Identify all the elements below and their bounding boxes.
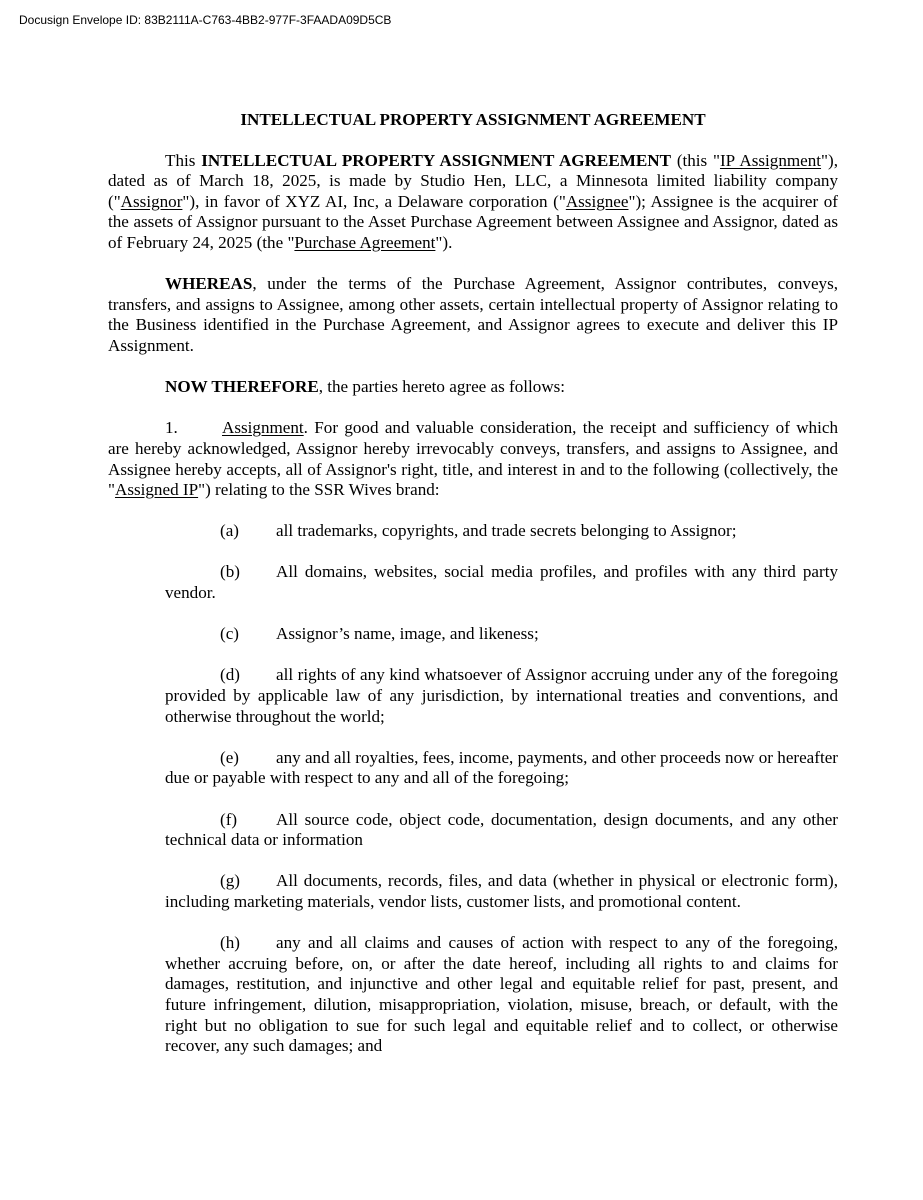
list-item-c: (c) Assignor’s name, image, and likeness; — [220, 624, 539, 644]
agreement-name: INTELLECTUAL PROPERTY ASSIGNMENT AGREEMENT — [201, 150, 672, 170]
list-item-h: (h) any and all claims and causes of action with respect to any of the foregoing, whether accruing before, on, or after the date hereof, including all rights to and claims for damages, restitution, and injunctive and other legal and equitable relief for past, present, and future infringement, dilution, misappropriation, violation, misuse, breach, or default, with the right but no obligation to sue for such legal and equitable relief and to collect, or otherwise recover, any such damages; and — [165, 933, 838, 1056]
list-item-e: (e) any and all royalties, fees, income, payments, and other proceeds now or hereafter due or payable with respect to any and all of the foregoing; — [165, 747, 838, 788]
list-item-g: (g) All documents, records, files, and data (whether in physical or electronic form), including marketing materials, vendor lists, customer lists, and promotional content. — [165, 871, 838, 911]
defined-term-assigned-ip: Assigned IP — [114, 480, 199, 500]
now-therefore-label: NOW THEREFORE — [165, 377, 319, 397]
defined-term-purchase-agreement: Purchase Agreement — [294, 232, 436, 252]
section-1-paragraph: 1. Assignment. For good and valuable consideration, the receipt and sufficiency of which are hereby acknowledged, Assignor hereby irrevocably conveys, transfers, and assigns to Assignee, and Assignee hereby accepts, all of Assignor's right, title, and interest in and to the following (collectively, the "Assigned IP") relating to the SSR Wives brand: — [108, 418, 838, 500]
now-therefore-paragraph: NOW THEREFORE, the parties hereto agree as follows: — [165, 377, 566, 397]
defined-term-assignee: Assignee — [565, 191, 629, 211]
document-body — [108, 110, 838, 1057]
intro-paragraph: This INTELLECTUAL PROPERTY ASSIGNMENT AGREEMENT (this "IP Assignment"), dated as of March 18, 2025, is made by Studio Hen, LLC, a Minnesota limited liability company ("Assignor"), in favor of XYZ AI, Inc, a Delaware corporation ("Assignee"); Assignee is the acquirer of the assets of Assignor pursuant to the Asset Purchase Agreement between Assignee and Assignor, dated as of February 24, 2025 (the "Purchase Agreement"). — [108, 150, 839, 252]
list-item-b: (b) All domains, websites, social media profiles, and profiles with any third party vendor. — [165, 562, 838, 603]
list-item-d: (d) all rights of any kind whatsoever of Assignor accruing under any of the foregoing provided by applicable law of any jurisdiction, by international treaties and conventions, and otherwise throughout the world; — [165, 665, 838, 726]
envelope-id: Docusign Envelope ID: 83B2111A-C763-4BB2-977F-3FAADA09D5CB — [19, 13, 392, 27]
defined-term-assignor: Assignor — [120, 191, 183, 211]
section-1-number: 1. — [165, 418, 178, 438]
defined-term-ip-assignment: IP Assignment — [719, 150, 822, 170]
whereas-label: WHEREAS — [165, 274, 253, 294]
whereas-paragraph: WHEREAS, under the terms of the Purchase Agreement, Assignor contributes, conveys, transfers, and assigns to Assignee, among other assets, certain intellectual property of Assignor relating to the Business identified in the Purchase Agreement, and Assignor agrees to execute and deliver this IP Assignment. — [108, 274, 838, 355]
document-title: INTELLECTUAL PROPERTY ASSIGNMENT AGREEMENT — [240, 110, 706, 129]
list-item-a: (a) all trademarks, copyrights, and trade secrets belonging to Assignor; — [220, 521, 737, 541]
section-1-heading: Assignment — [222, 418, 304, 438]
list-item-f: (f) All source code, object code, documentation, design documents, and any other technical data or information — [165, 809, 838, 850]
